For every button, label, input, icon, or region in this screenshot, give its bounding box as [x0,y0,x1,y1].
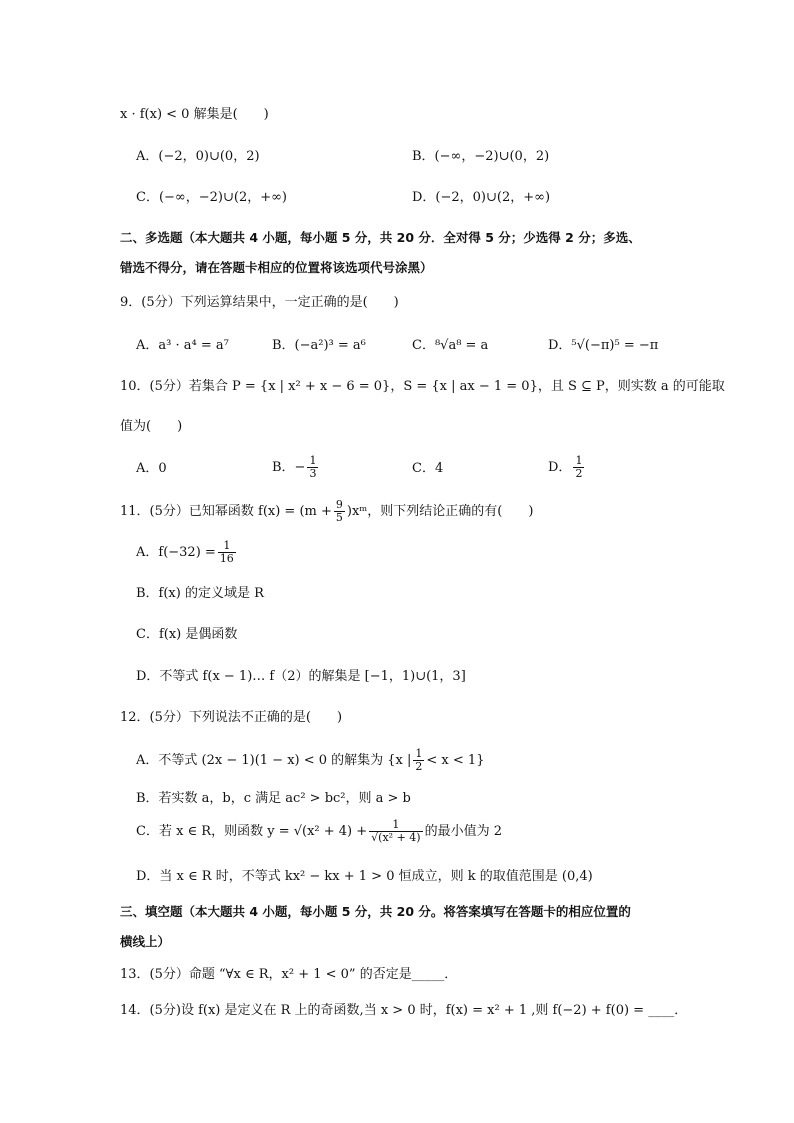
q12-option-c-suffix: 的最小值为 2 [424,824,502,839]
q9-option-b: B．(−a²)³ = a⁶ [272,338,366,353]
q11-option-d: D．不等式 f(x − 1)… f（2）的解集是 [−1，1)∪(1，3] [136,669,466,684]
fraction-numerator: 1 [309,454,317,467]
q12-option-a-fraction [413,748,424,773]
q9-option-a: A．a³ · a⁴ = a⁷ [136,338,229,353]
q11-option-a-prefix: A．f(−32) = [136,545,216,560]
q10-stem-cont: 值为( ) [120,419,183,434]
q11-option-b: B．f(x) 的定义域是 R [136,586,264,601]
fraction-denominator: √(x² + 4) [371,831,421,844]
section2-heading-line2: 错选不得分，请在答题卡相应的位置将该选项代号涂黑） [120,260,433,275]
q11-stem-fraction [334,499,345,524]
q10-option-d-prefix: D． [548,460,572,475]
q11-option-c: C．f(x) 是偶函数 [136,627,238,642]
fraction-denominator: 5 [335,511,343,524]
fraction-numerator: 1 [218,540,236,553]
q12-option-a-prefix: A．不等式 (2x − 1)(1 − x) < 0 的解集为 {x | [136,753,412,768]
q11-stem-suffix: )xᵐ，则下列结论正确的有( ) [346,504,534,519]
q12-option-d: D．当 x ∈ R 时，不等式 kx² − kx + 1 > 0 恒成立，则 k 的取值范围是 (0,4) [136,869,593,884]
q9-option-d: D．⁵√(−π)⁵ = −π [548,338,659,353]
q11-stem [120,496,533,528]
fraction-denominator: 16 [219,552,234,565]
fraction-denominator: 3 [309,467,317,480]
q10-option-d [548,452,586,484]
q14-stem: 14．(5分)设 f(x) 是定义在 R 上的奇函数,当 x > 0 时，f(x) = x² + 1 ,则 f(−2) + f(0) = ____． [120,1003,688,1018]
q11-option-a-fraction [218,540,236,565]
section2-heading-line1: 二、多选题（本大题共 4 小题，每小题 5 分，共 20 分．全对得 5 分；少选得 2 分；多选、 [120,230,641,245]
q12-option-a-suffix: < x < 1} [426,753,485,768]
q10-option-b-prefix: B．− [272,460,306,475]
q10-option-b [272,452,320,484]
q8-option-b: B．(−∞，−2)∪(0，2) [412,149,550,164]
fraction-denominator: 2 [575,467,583,480]
section3-heading-line2: 横线上） [120,934,171,949]
q8-option-a: A．(−2，0)∪(0，2) [136,149,260,164]
q10-option-d-fraction [573,455,584,480]
fraction-numerator: 1 [369,819,422,832]
q12-option-a [136,745,484,777]
q12-option-b: B．若实数 a，b，c 满足 ac² > bc²，则 a > b [136,791,411,806]
q10-option-b-fraction [307,455,318,480]
q12-option-c [136,815,502,849]
q12-option-c-fraction [369,819,422,844]
q8-option-c: C．(−∞，−2)∪(2，+∞) [136,190,288,205]
fraction-denominator: 2 [415,760,423,773]
q12-option-c-prefix: C．若 x ∈ R，则函数 y = √(x² + 4) + [136,824,368,839]
q8-stem: x · f(x) < 0 解集是( ) [120,107,269,122]
fraction-numerator: 9 [335,498,343,511]
q8-option-d: D．(−2，0)∪(2，+∞) [412,190,551,205]
section3-heading-line1: 三、填空题（本大题共 4 小题，每小题 5 分，共 20 分。将答案填写在答题卡的相应位置的 [120,904,631,919]
q10-option-c: C．4 [412,461,444,476]
q13-stem: 13．(5分）命题 “∀x ∈ R，x² + 1 < 0” 的否定是_____． [120,967,458,982]
q11-stem-prefix: 11．(5分）已知幂函数 f(x) = (m + [120,504,332,519]
q12-stem: 12．(5分）下列说法不正确的是( ) [120,710,343,725]
q9-option-c: C．⁸√a⁸ = a [412,338,489,353]
fraction-numerator: 1 [575,454,583,467]
q11-option-a [136,537,238,569]
fraction-numerator: 1 [415,747,423,760]
q10-option-a: A．0 [136,461,167,476]
q10-stem: 10．(5分）若集合 P = {x | x² + x − 6 = 0}，S = {x | ax − 1 = 0}，且 S ⊆ P，则实数 a 的可能取 [120,379,725,394]
q9-stem: 9．(5分）下列运算结果中，一定正确的是( ) [120,295,399,310]
